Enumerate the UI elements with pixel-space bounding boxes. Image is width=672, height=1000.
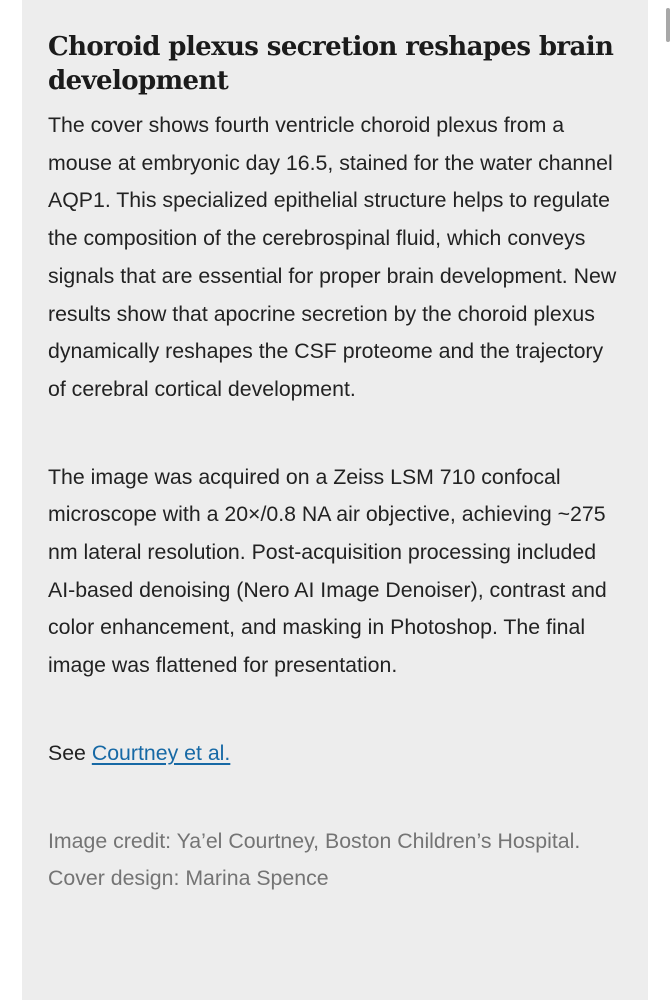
cover-design-credit: Cover design: Marina Spence <box>48 866 329 891</box>
scrollbar-thumb[interactable] <box>666 8 670 42</box>
credits-block <box>48 823 622 898</box>
image-credit: Image credit: Ya’el Courtney, Boston Children’s Hospital. <box>48 828 581 853</box>
scrollbar[interactable] <box>664 0 672 1000</box>
article-title: Choroid plexus secretion reshapes brain development <box>48 32 614 96</box>
see-reference <box>48 735 622 773</box>
courtney-et-al-link[interactable]: Courtney et al. <box>91 740 231 765</box>
image-acquisition-paragraph: The image was acquired on a Zeiss LSM 710 confocal microscope with a 20×/0.8 NA air objective, achieving ~275 nm lateral resolution. Post-acquisition processing included AI-based denoising (Nero AI Image Denoiser), contrast and color enhancement, and masking in Photoshop. The final image was flattened for presentation. <box>48 464 607 678</box>
see-prefix: See <box>48 740 92 765</box>
cover-description-panel <box>22 0 648 1000</box>
cover-description-paragraph: The cover shows fourth ventricle choroid plexus from a mouse at embryonic day 16.5, stained for the water channel AQP1. This specialized epithelial structure helps to regulate the composition of the cerebrospinal fluid, which conveys signals that are essential for proper brain development. New results show that apocrine secretion by the choroid plexus dynamically reshapes the CSF proteome and the trajectory of cerebral cortical development. <box>48 113 617 401</box>
